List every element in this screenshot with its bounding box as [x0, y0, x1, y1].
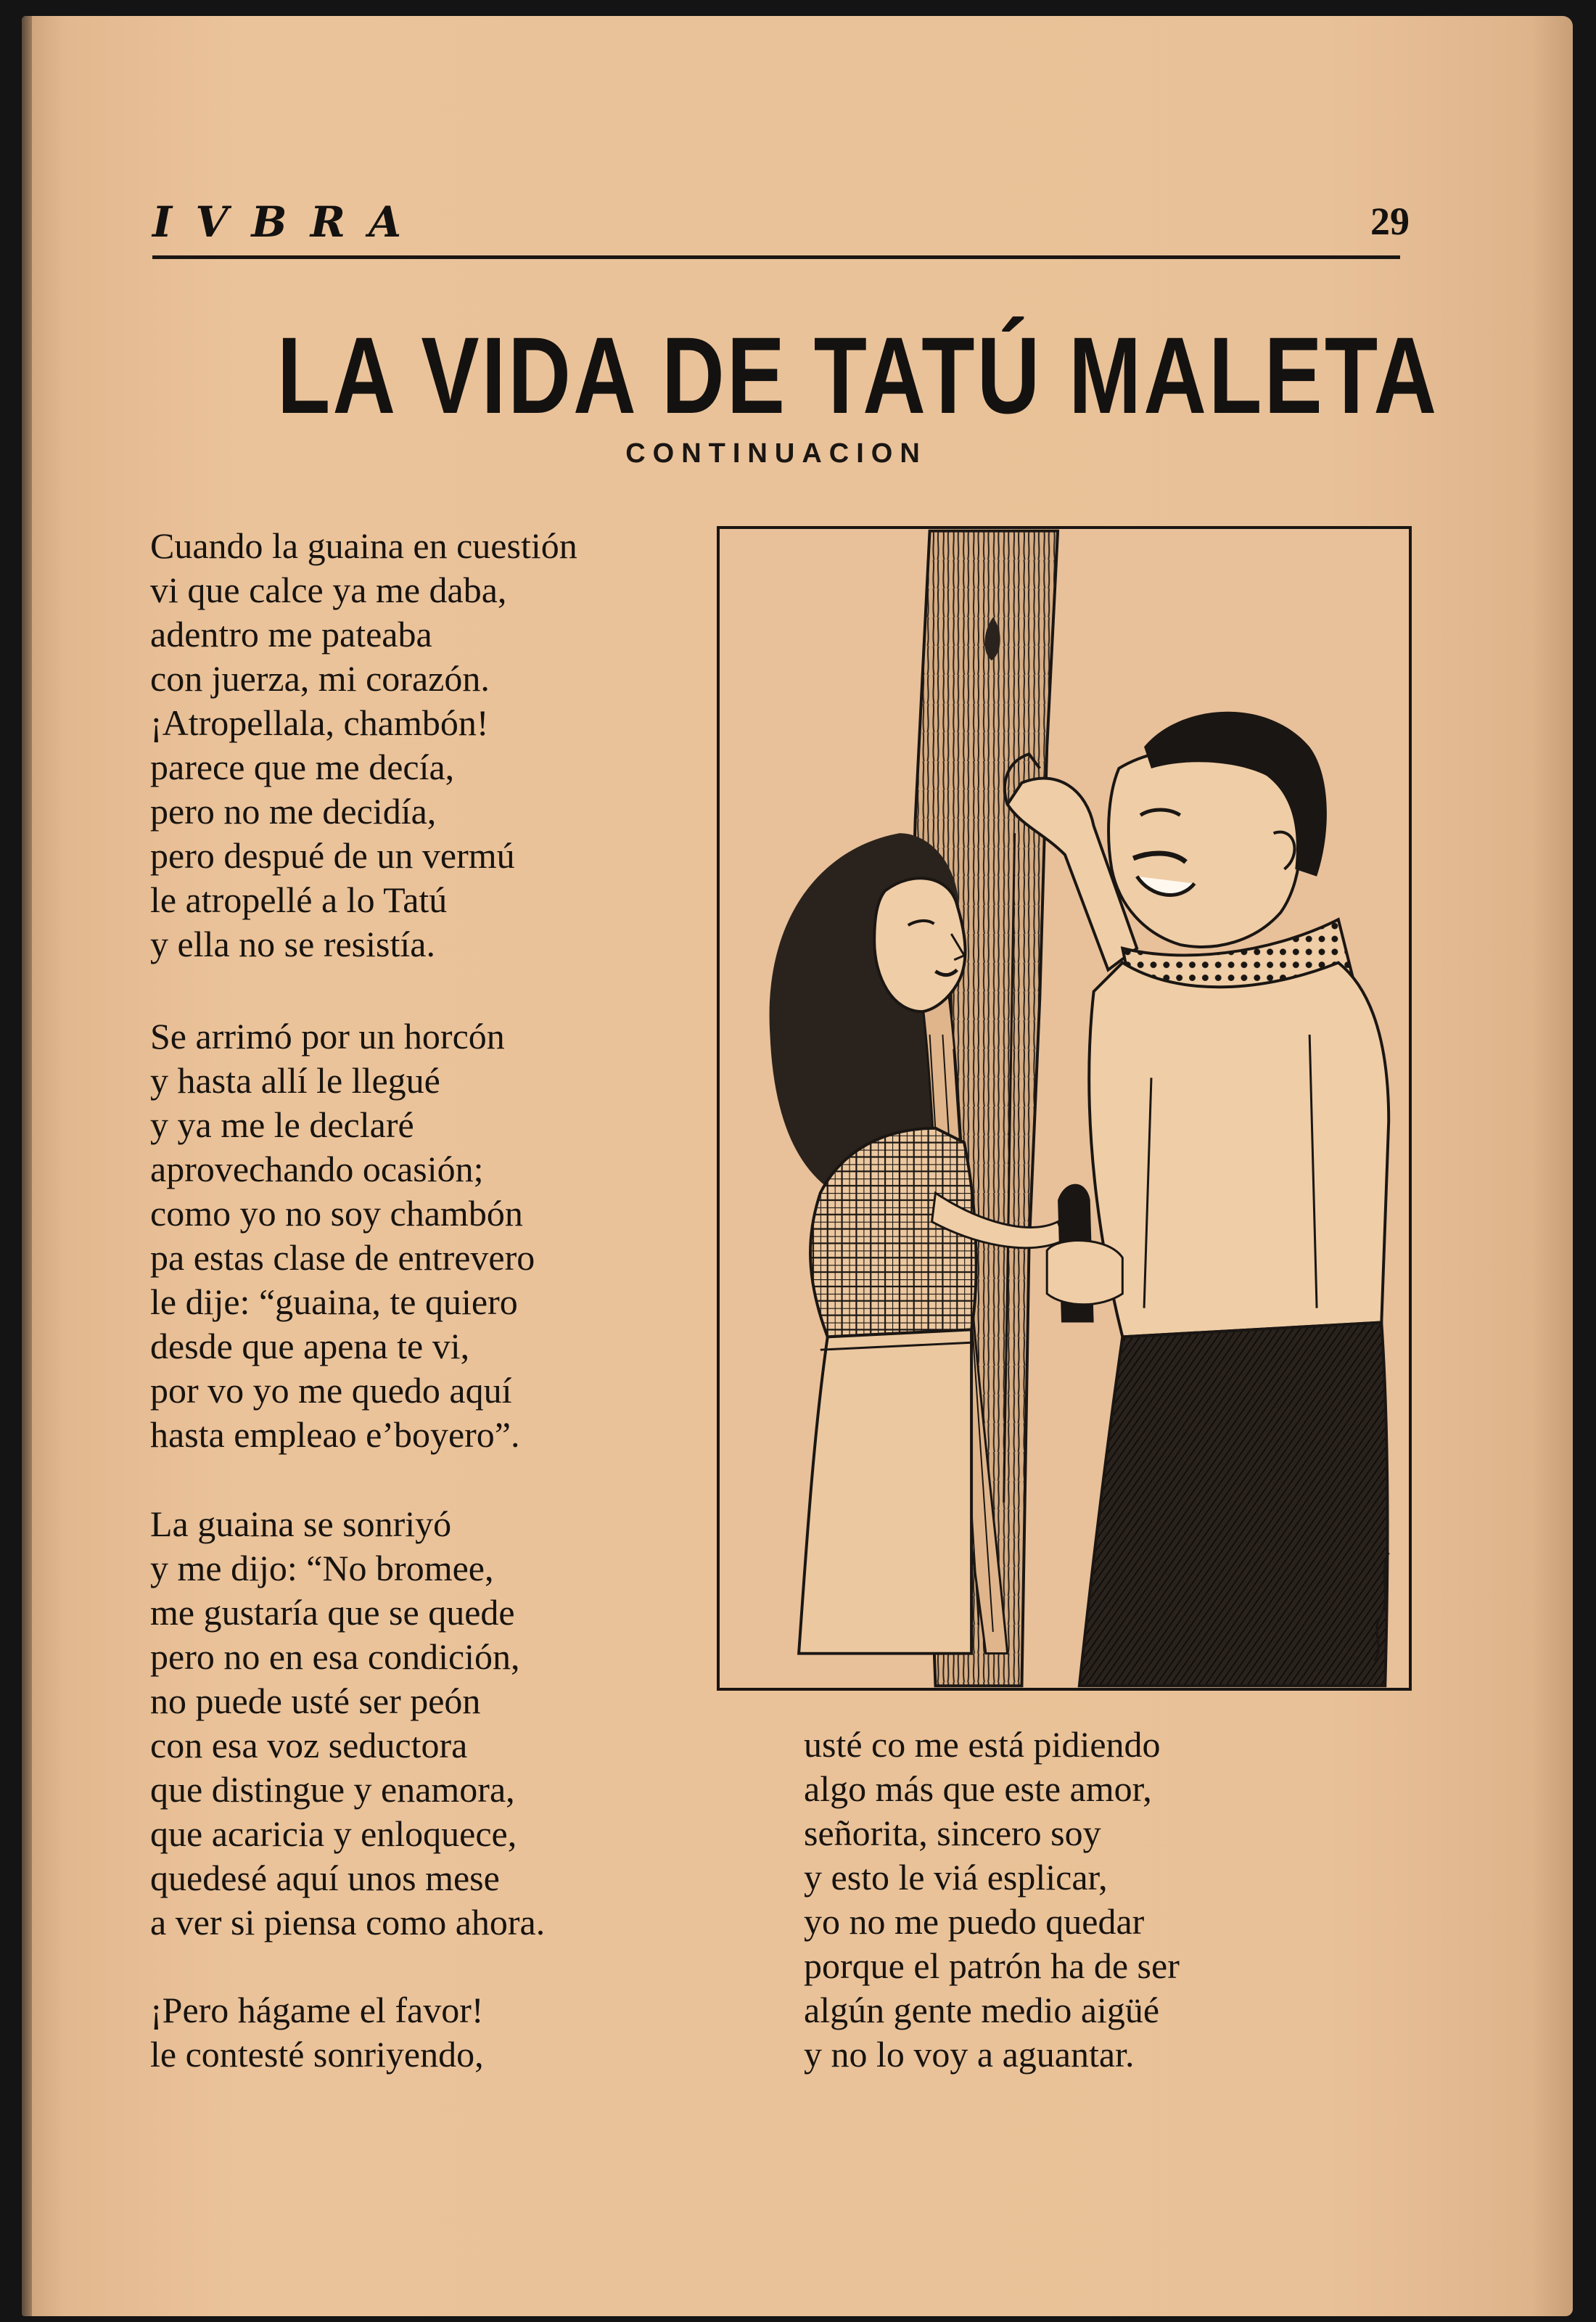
verse-line: con esa voz seductora [150, 1725, 468, 1765]
verse-line: y me dijo: “No bromee, [150, 1548, 494, 1588]
verse-line: parece que me decía, [150, 747, 455, 787]
verse-line: me gustaría que se quede [150, 1592, 515, 1633]
couple-drawing [720, 529, 1409, 1688]
verse-line: aprovechando ocasión; [150, 1149, 484, 1189]
verse-line: hasta empleao e’boyero”. [150, 1414, 520, 1455]
header-rule [152, 255, 1400, 259]
stanza-1 [150, 524, 577, 967]
stanza-4-start [150, 1988, 484, 2077]
verse-line: por vo yo me quedo aquí [150, 1370, 512, 1411]
verse-line: algo más que este amor, [804, 1768, 1152, 1809]
verse-line: como yo no soy chambón [150, 1193, 523, 1234]
verse-line: La guaina se sonriyó [150, 1503, 452, 1544]
verse-line: quedesé aquí unos mese [150, 1858, 500, 1898]
verse-line: adentro me pateaba [150, 614, 432, 655]
verse-line: pero no me decidía, [150, 791, 437, 832]
verse-line: pero no en esa condición, [150, 1636, 520, 1677]
verse-line: y esto le viá esplicar, [804, 1857, 1108, 1898]
verse-line: Se arrimó por un horcón [150, 1016, 505, 1057]
running-head-magazine-name: I V B R A [152, 197, 406, 247]
stanza-4-continuation [804, 1723, 1180, 2077]
verse-line: ¡Pero hágame el favor! [150, 1990, 484, 2030]
verse-line: usté co me está pidiendo [804, 1724, 1161, 1765]
verse-line: algún gente medio aigüé [804, 1990, 1160, 2030]
verse-line: señorita, sincero soy [804, 1813, 1101, 1853]
verse-line: le atropellé a lo Tatú [150, 879, 448, 920]
verse-line: y ella no se resistía. [150, 924, 435, 964]
poem-subtitle: CONTINUACION [625, 438, 927, 469]
stanza-3 [150, 1502, 545, 1945]
verse-line: le dije: “guaina, te quiero [150, 1281, 518, 1322]
verse-line: pero despué de un vermú [150, 835, 515, 876]
page-number: 29 [1370, 200, 1410, 243]
verse-line: que distingue y enamora, [150, 1769, 515, 1810]
verse-line: desde que apena te vi, [150, 1326, 470, 1366]
verse-line: que acaricia y enloquece, [150, 1813, 517, 1854]
verse-line: le contesté sonriyendo, [150, 2034, 484, 2075]
couple-illustration [717, 526, 1412, 1691]
verse-line: porque el patrón ha de ser [804, 1945, 1180, 1986]
poem-title: LA VIDA DE TATÚ MALETA [277, 314, 1439, 436]
stanza-2 [150, 1014, 535, 1457]
verse-line: yo no me puedo quedar [804, 1901, 1145, 1942]
verse-line: a ver si piensa como ahora. [150, 1902, 546, 1942]
verse-line: Cuando la guaina en cuestión [150, 525, 577, 566]
verse-line: y no lo voy a aguantar. [804, 2034, 1135, 2075]
verse-line: ¡Atropellala, chambón! [150, 702, 489, 743]
verse-line: pa estas clase de entrevero [150, 1237, 535, 1278]
verse-line: no puede usté ser peón [150, 1681, 481, 1721]
verse-line: vi que calce ya me daba, [150, 570, 507, 610]
verse-line: y ya me le declaré [150, 1104, 414, 1145]
verse-line: con juerza, mi corazón. [150, 658, 490, 699]
magazine-page [22, 16, 1573, 2316]
verse-line: y hasta allí le llegué [150, 1060, 440, 1101]
